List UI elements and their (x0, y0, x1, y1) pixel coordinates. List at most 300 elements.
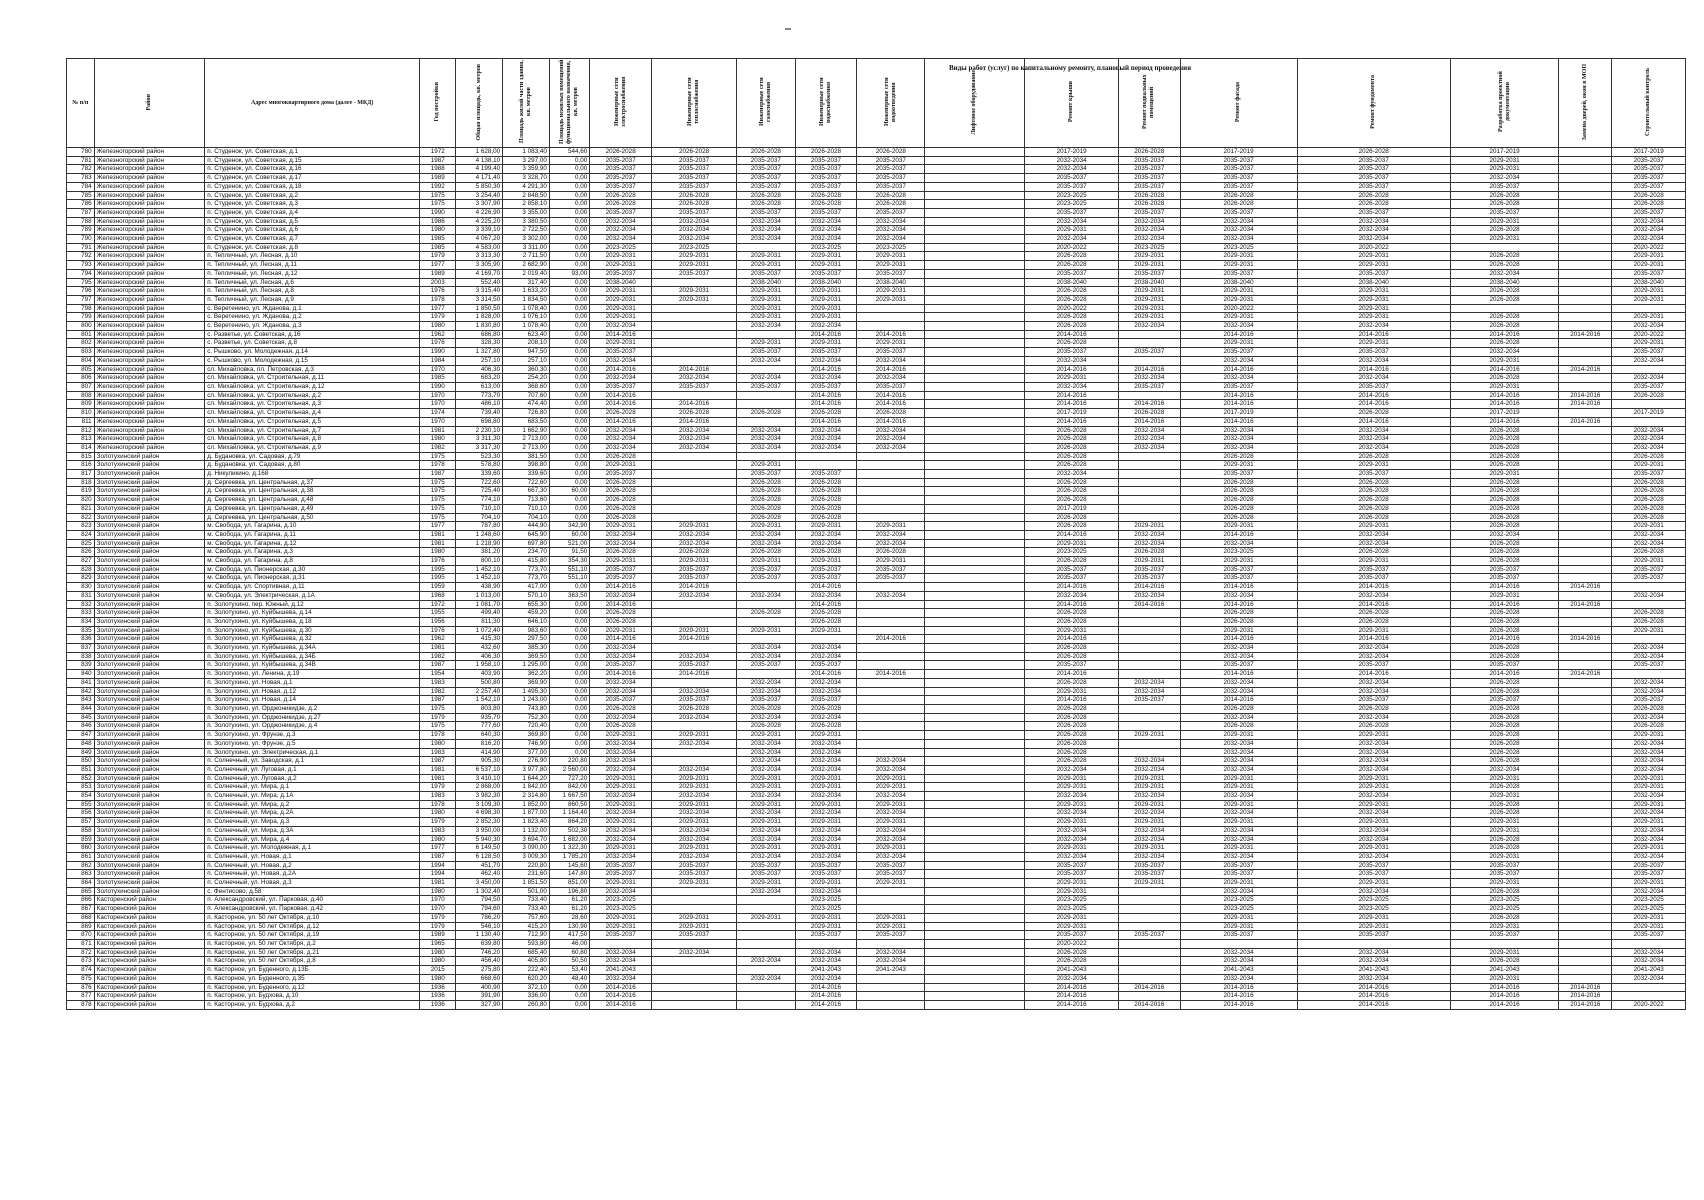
table-cell: 551,10 (549, 574, 589, 583)
table-cell: 2014-2016 (795, 600, 857, 609)
table-cell: 2026-2028 (1025, 322, 1119, 331)
table-cell: 2029-2031 (1612, 731, 1686, 740)
column-header-label: № п/п (72, 100, 89, 106)
table-cell (1612, 304, 1686, 313)
table-cell: Золотухинский район (94, 635, 205, 644)
table-cell: 2029-2031 (590, 252, 652, 261)
table-cell: п. Золотухино, ул. Фрунзе, д.5 (205, 739, 420, 748)
table-row (67, 278, 1686, 287)
table-cell: 2023-2025 (1025, 200, 1119, 209)
column-header-label: Адрес многоквартирного дома (далее - МКД) (251, 100, 374, 106)
table-cell: 2014-2016 (1297, 391, 1450, 400)
table-cell (925, 748, 1025, 757)
table-cell (1559, 574, 1612, 583)
table-cell: 878 (67, 1000, 95, 1009)
table-cell: 2032-2034 (795, 644, 857, 653)
table-cell: 787 (67, 208, 95, 217)
table-cell: 824 (67, 530, 95, 539)
table-cell: 2014-2016 (590, 635, 652, 644)
table-cell (737, 365, 796, 374)
table-cell: 2026-2028 (1297, 191, 1450, 200)
table-cell (925, 1000, 1025, 1009)
table-cell: 2032-2034 (1025, 809, 1119, 818)
table-cell: 2026-2028 (1025, 739, 1119, 748)
table-row (67, 896, 1686, 905)
table-cell: 2035-2037 (795, 870, 857, 879)
table-cell: д. Сергеевка, ул. Центральная, д.38 (205, 487, 420, 496)
table-cell: 4 067,20 (456, 235, 503, 244)
table-cell: 0,00 (549, 365, 589, 374)
table-row (67, 844, 1686, 853)
table-cell: 2035-2037 (857, 174, 925, 183)
table-cell (857, 626, 925, 635)
table-cell: Золотухинский район (94, 644, 205, 653)
table-cell: 2029-2031 (1118, 800, 1180, 809)
table-cell (1118, 652, 1180, 661)
table-cell: 2032-2034 (1450, 174, 1559, 183)
table-cell: 2029-2031 (590, 522, 652, 531)
table-cell: 501,00 (503, 887, 550, 896)
table-cell: 2029-2031 (1612, 774, 1686, 783)
table-cell: 1983 (420, 792, 456, 801)
table-cell: 640,30 (456, 731, 503, 740)
table-cell: 2026-2028 (1180, 705, 1297, 714)
table-cell: 6 537,10 (456, 765, 503, 774)
table-cell: 2026-2028 (1450, 504, 1559, 513)
table-cell: 2029-2031 (1450, 165, 1559, 174)
table-cell (1559, 287, 1612, 296)
table-cell: 2029-2031 (1612, 913, 1686, 922)
column-header (503, 59, 550, 148)
table-row (67, 922, 1686, 931)
table-cell: 2026-2028 (1180, 504, 1297, 513)
table-row (67, 200, 1686, 209)
table-cell: 1 542,10 (456, 696, 503, 705)
table-cell: 1980 (420, 957, 456, 966)
table-cell: 786 (67, 200, 95, 209)
table-cell: 438,90 (456, 583, 503, 592)
table-cell: 2035-2037 (737, 269, 796, 278)
table-cell: 835 (67, 626, 95, 635)
table-cell: 2032-2034 (795, 835, 857, 844)
table-cell: 2029-2031 (651, 800, 736, 809)
table-cell: 2014-2016 (1559, 1000, 1612, 1009)
table-cell: 2026-2028 (1180, 513, 1297, 522)
table-cell: 1979 (420, 313, 456, 322)
table-cell (651, 983, 736, 992)
table-cell (925, 208, 1025, 217)
table-cell (1118, 478, 1180, 487)
table-cell: 2032-2034 (795, 974, 857, 983)
table-cell: 4 199,40 (456, 165, 503, 174)
table-cell: 2035-2037 (651, 269, 736, 278)
table-cell: Железногорский район (94, 409, 205, 418)
table-cell: 2035-2037 (1297, 182, 1450, 191)
table-cell: 861 (67, 852, 95, 861)
table-cell: 2029-2031 (1025, 922, 1119, 931)
table-cell: 1992 (420, 182, 456, 191)
table-cell: Касторенский район (94, 1000, 205, 1009)
table-cell: 2026-2028 (1612, 513, 1686, 522)
table-cell (925, 705, 1025, 714)
table-row (67, 731, 1686, 740)
table-cell: 2026-2028 (590, 191, 652, 200)
table-cell: 2014-2016 (857, 670, 925, 679)
table-cell: 3 359,90 (503, 165, 550, 174)
table-cell: 2029-2031 (737, 818, 796, 827)
table-cell (1559, 913, 1612, 922)
table-cell: п. Студенок, ул. Советская, д.4 (205, 208, 420, 217)
table-cell (1118, 748, 1180, 757)
column-header-label: Ремонт фасада (1235, 81, 1242, 123)
table-cell: 2032-2034 (1612, 356, 1686, 365)
table-cell (925, 557, 1025, 566)
table-cell: 2032-2034 (1297, 226, 1450, 235)
table-cell: п. Золотухино, ул. Новая, д.14 (205, 696, 420, 705)
table-row (67, 452, 1686, 461)
table-cell: 2035-2037 (1612, 861, 1686, 870)
table-cell: 2026-2028 (1450, 809, 1559, 818)
table-cell: 2035-2037 (1612, 661, 1686, 670)
table-cell: 417,00 (503, 583, 550, 592)
table-cell: 1990 (420, 382, 456, 391)
table-cell: 2023-2025 (1025, 905, 1119, 914)
table-cell: 2035-2037 (795, 182, 857, 191)
table-cell: д. Никуликино, д.168 (205, 470, 420, 479)
table-cell: 0,00 (549, 235, 589, 244)
table-cell: п. Золотухино, ул. Куйбышева, д.34А (205, 644, 420, 653)
table-cell: 0,00 (549, 417, 589, 426)
table-row (67, 905, 1686, 914)
table-cell: 2041-2043 (795, 966, 857, 975)
table-cell: 2032-2034 (795, 739, 857, 748)
table-cell (925, 774, 1025, 783)
table-cell: 0,00 (549, 391, 589, 400)
table-cell: п. Солнечный, ул. Новая, д.2 (205, 861, 420, 870)
table-cell (737, 905, 796, 914)
table-cell: 2032-2034 (1612, 322, 1686, 331)
table-cell (1118, 461, 1180, 470)
table-row (67, 409, 1686, 418)
table-cell (1559, 452, 1612, 461)
table-cell: 2032-2034 (795, 217, 857, 226)
table-cell: 2029-2031 (1297, 522, 1450, 531)
table-cell: 792 (67, 252, 95, 261)
table-cell (925, 583, 1025, 592)
table-cell: 0,00 (549, 243, 589, 252)
table-cell: 2029-2031 (1612, 800, 1686, 809)
table-cell: Железногорский район (94, 374, 205, 383)
table-cell: Касторенский район (94, 939, 205, 948)
table-cell (1559, 844, 1612, 853)
table-cell: 2029-2031 (1118, 313, 1180, 322)
table-cell: 360,30 (503, 365, 550, 374)
table-cell (1559, 339, 1612, 348)
table-cell: 783 (67, 174, 95, 183)
table-cell: 363,50 (549, 591, 589, 600)
table-cell: 822 (67, 513, 95, 522)
table-cell: 2032-2034 (1612, 652, 1686, 661)
table-row (67, 765, 1686, 774)
table-cell: 0,00 (549, 304, 589, 313)
table-row (67, 461, 1686, 470)
table-cell: 1954 (420, 670, 456, 679)
table-cell: сл. Михайловка, ул. Строительная, д.2 (205, 391, 420, 400)
table-cell: 2026-2028 (1450, 374, 1559, 383)
table-cell: 840 (67, 670, 95, 679)
table-cell: 297,50 (503, 635, 550, 644)
table-cell: 2035-2037 (1180, 182, 1297, 191)
table-cell (925, 330, 1025, 339)
table-cell: 1979 (420, 818, 456, 827)
table-row (67, 931, 1686, 940)
table-cell: 2035-2037 (1118, 348, 1180, 357)
table-cell (857, 939, 925, 948)
table-cell: 2029-2031 (651, 774, 736, 783)
table-cell: 2 722,50 (503, 226, 550, 235)
table-cell: 2032-2034 (651, 948, 736, 957)
table-cell: 2032-2034 (857, 948, 925, 957)
table-cell: 2026-2028 (795, 705, 857, 714)
table-cell: 788 (67, 217, 95, 226)
table-cell: 2026-2028 (1025, 557, 1119, 566)
table-cell: п. Золотухино, ул. Новая, д.1 (205, 678, 420, 687)
table-cell (1559, 261, 1612, 270)
table-cell: п. Золотухино, ул. Фрунзе, д.3 (205, 731, 420, 740)
table-cell: 0,00 (549, 661, 589, 670)
table-cell: 2026-2028 (590, 452, 652, 461)
table-cell: 2032-2034 (651, 443, 736, 452)
table-cell: 2035-2037 (1297, 165, 1450, 174)
table-row (67, 304, 1686, 313)
table-cell: 2032-2034 (651, 713, 736, 722)
table-cell: 2029-2031 (590, 304, 652, 313)
table-cell: 855 (67, 800, 95, 809)
table-cell: 860 (67, 844, 95, 853)
table-cell: 2032-2034 (1118, 591, 1180, 600)
table-cell (1118, 705, 1180, 714)
table-cell: 1975 (420, 496, 456, 505)
table-cell: 2026-2028 (1450, 452, 1559, 461)
table-cell (737, 417, 796, 426)
table-cell (925, 182, 1025, 191)
table-cell: 2029-2031 (1450, 879, 1559, 888)
table-cell: 2032-2034 (590, 835, 652, 844)
table-cell: 2026-2028 (1450, 252, 1559, 261)
table-cell: 2029-2031 (1118, 252, 1180, 261)
table-cell (925, 626, 1025, 635)
table-row (67, 574, 1686, 583)
table-cell: 2035-2037 (1612, 870, 1686, 879)
table-cell (1118, 504, 1180, 513)
table-cell: 1979 (420, 252, 456, 261)
table-cell: Железногорский район (94, 417, 205, 426)
table-cell: 2035-2037 (590, 861, 652, 870)
table-cell: 646,10 (503, 617, 550, 626)
table-cell: п. Тепличный, ул. Лесная, д.6 (205, 278, 420, 287)
table-row (67, 774, 1686, 783)
table-cell (1118, 339, 1180, 348)
table-cell: 773,70 (503, 574, 550, 583)
table-row (67, 974, 1686, 983)
table-cell: 2035-2037 (1297, 156, 1450, 165)
table-cell: 847 (67, 731, 95, 740)
table-cell: 2041-2043 (1180, 966, 1297, 975)
table-cell (651, 600, 736, 609)
table-cell: 2032-2034 (857, 435, 925, 444)
table-cell: Железногорский район (94, 295, 205, 304)
table-cell: 2029-2031 (651, 287, 736, 296)
table-cell: 2029-2031 (1025, 818, 1119, 827)
table-cell (1612, 983, 1686, 992)
table-cell: 2029-2031 (1612, 461, 1686, 470)
table-cell: 2026-2028 (1297, 504, 1450, 513)
table-cell (925, 348, 1025, 357)
table-row (67, 478, 1686, 487)
table-cell: 2026-2028 (1297, 617, 1450, 626)
table-cell: 2023-2025 (1612, 905, 1686, 914)
table-cell: 2026-2028 (1450, 539, 1559, 548)
table-cell: 2026-2028 (1450, 957, 1559, 966)
table-cell: 369,50 (503, 652, 550, 661)
table-cell (1118, 496, 1180, 505)
table-cell: 2029-2031 (795, 844, 857, 853)
table-cell: 2032-2034 (590, 757, 652, 766)
table-cell (1559, 713, 1612, 722)
table-cell: 2026-2028 (1450, 713, 1559, 722)
table-cell: 2014-2016 (1180, 583, 1297, 592)
table-cell: 2026-2028 (1612, 722, 1686, 731)
table-cell: 2032-2034 (1180, 957, 1297, 966)
table-cell: 2026-2028 (1297, 496, 1450, 505)
table-cell: 2032-2034 (651, 835, 736, 844)
table-cell: 2029-2031 (857, 339, 925, 348)
table-cell: 710,10 (503, 504, 550, 513)
table-cell (737, 992, 796, 1001)
table-cell: п. Солнечный, ул. Мира, д.1А (205, 792, 420, 801)
table-cell: Железногорский район (94, 348, 205, 357)
table-cell: 2026-2028 (737, 722, 796, 731)
table-cell: 2026-2028 (1450, 513, 1559, 522)
table-cell: 0,00 (549, 504, 589, 513)
table-cell: 2029-2031 (1297, 261, 1450, 270)
table-cell: Золотухинский район (94, 696, 205, 705)
table-cell: 2029-2031 (651, 557, 736, 566)
table-cell: 0,00 (549, 713, 589, 722)
table-cell (1559, 957, 1612, 966)
table-cell: п. Касторное, ул. 50 лет Октября, д.12 (205, 922, 420, 931)
table-cell: 2032-2034 (651, 530, 736, 539)
table-cell: 843 (67, 696, 95, 705)
table-cell: п. Тепличный, ул. Лесная, д.10 (205, 252, 420, 261)
table-cell: 2029-2031 (1025, 687, 1119, 696)
table-cell: 2014-2016 (1559, 983, 1612, 992)
table-cell: 1 302,40 (456, 887, 503, 896)
column-header-label: Инженерные сети водоснабжения (818, 77, 832, 127)
table-cell: 1970 (420, 896, 456, 905)
table-cell: 2032-2034 (1180, 757, 1297, 766)
table-cell: 2032-2034 (1180, 835, 1297, 844)
table-cell: 2023-2025 (1180, 896, 1297, 905)
table-cell: 2032-2034 (1612, 748, 1686, 757)
table-cell (1559, 644, 1612, 653)
table-cell: 3 339,10 (456, 226, 503, 235)
table-cell: 2032-2034 (651, 809, 736, 818)
table-row (67, 391, 1686, 400)
table-cell (925, 426, 1025, 435)
table-cell (925, 496, 1025, 505)
table-cell: п. Тепличный, ул. Лесная, д.9 (205, 295, 420, 304)
table-cell: 2020-2022 (1180, 304, 1297, 313)
table-cell: 2032-2034 (1180, 591, 1297, 600)
table-cell: 2032-2034 (590, 974, 652, 983)
table-cell: 0,00 (549, 722, 589, 731)
table-cell: 2014-2016 (1559, 992, 1612, 1001)
table-cell: 2029-2031 (1297, 783, 1450, 792)
register-sheet (66, 58, 1686, 1010)
table-cell: Железногорский район (94, 156, 205, 165)
table-cell: 2032-2034 (857, 530, 925, 539)
table-row (67, 313, 1686, 322)
table-cell: 0,00 (549, 617, 589, 626)
table-cell (1559, 661, 1612, 670)
table-cell: 2014-2016 (1118, 583, 1180, 592)
table-cell: 2035-2037 (737, 661, 796, 670)
table-cell: 2035-2037 (590, 870, 652, 879)
table-cell: 2032-2034 (1180, 713, 1297, 722)
table-cell: 1 072,40 (456, 626, 503, 635)
table-cell: 2038-2040 (1450, 278, 1559, 287)
table-cell (1559, 722, 1612, 731)
table-cell: 2029-2031 (590, 461, 652, 470)
table-cell: 5 940,30 (456, 835, 503, 844)
table-row (67, 295, 1686, 304)
table-row (67, 809, 1686, 818)
table-row (67, 609, 1686, 618)
repair-register-table (66, 58, 1686, 1010)
table-cell: 2026-2028 (1297, 487, 1450, 496)
table-cell: 2035-2037 (737, 565, 796, 574)
table-cell (1118, 887, 1180, 896)
table-cell: 794,60 (456, 905, 503, 914)
table-cell: 2014-2016 (1297, 670, 1450, 679)
table-cell: 2026-2028 (1025, 287, 1119, 296)
table-cell: 2023-2025 (1025, 191, 1119, 200)
table-cell: 817 (67, 470, 95, 479)
table-cell: 1980 (420, 809, 456, 818)
table-cell: Железногорский район (94, 261, 205, 270)
table-cell: п. Солнечный, ул. Мира, д.2 (205, 800, 420, 809)
table-cell (925, 226, 1025, 235)
table-cell: 2032-2034 (1297, 948, 1450, 957)
table-cell: 257,10 (456, 356, 503, 365)
table-cell: 804 (67, 356, 95, 365)
table-cell (1118, 905, 1180, 914)
table-cell: 2026-2028 (1450, 478, 1559, 487)
table-cell: 1 850,50 (456, 304, 503, 313)
table-cell: 2032-2034 (795, 426, 857, 435)
table-cell: 2035-2037 (1025, 661, 1119, 670)
table-cell: 2032-2034 (590, 217, 652, 226)
table-cell: 2026-2028 (1612, 487, 1686, 496)
table-cell: 1975 (420, 200, 456, 209)
table-cell: 593,80 (503, 939, 550, 948)
table-cell: 2032-2034 (795, 887, 857, 896)
table-cell: 2035-2037 (1180, 382, 1297, 391)
table-cell: 1984 (420, 356, 456, 365)
table-cell: 2035-2037 (1025, 565, 1119, 574)
table-cell: п. Студенок, ул. Советская, д.15 (205, 156, 420, 165)
